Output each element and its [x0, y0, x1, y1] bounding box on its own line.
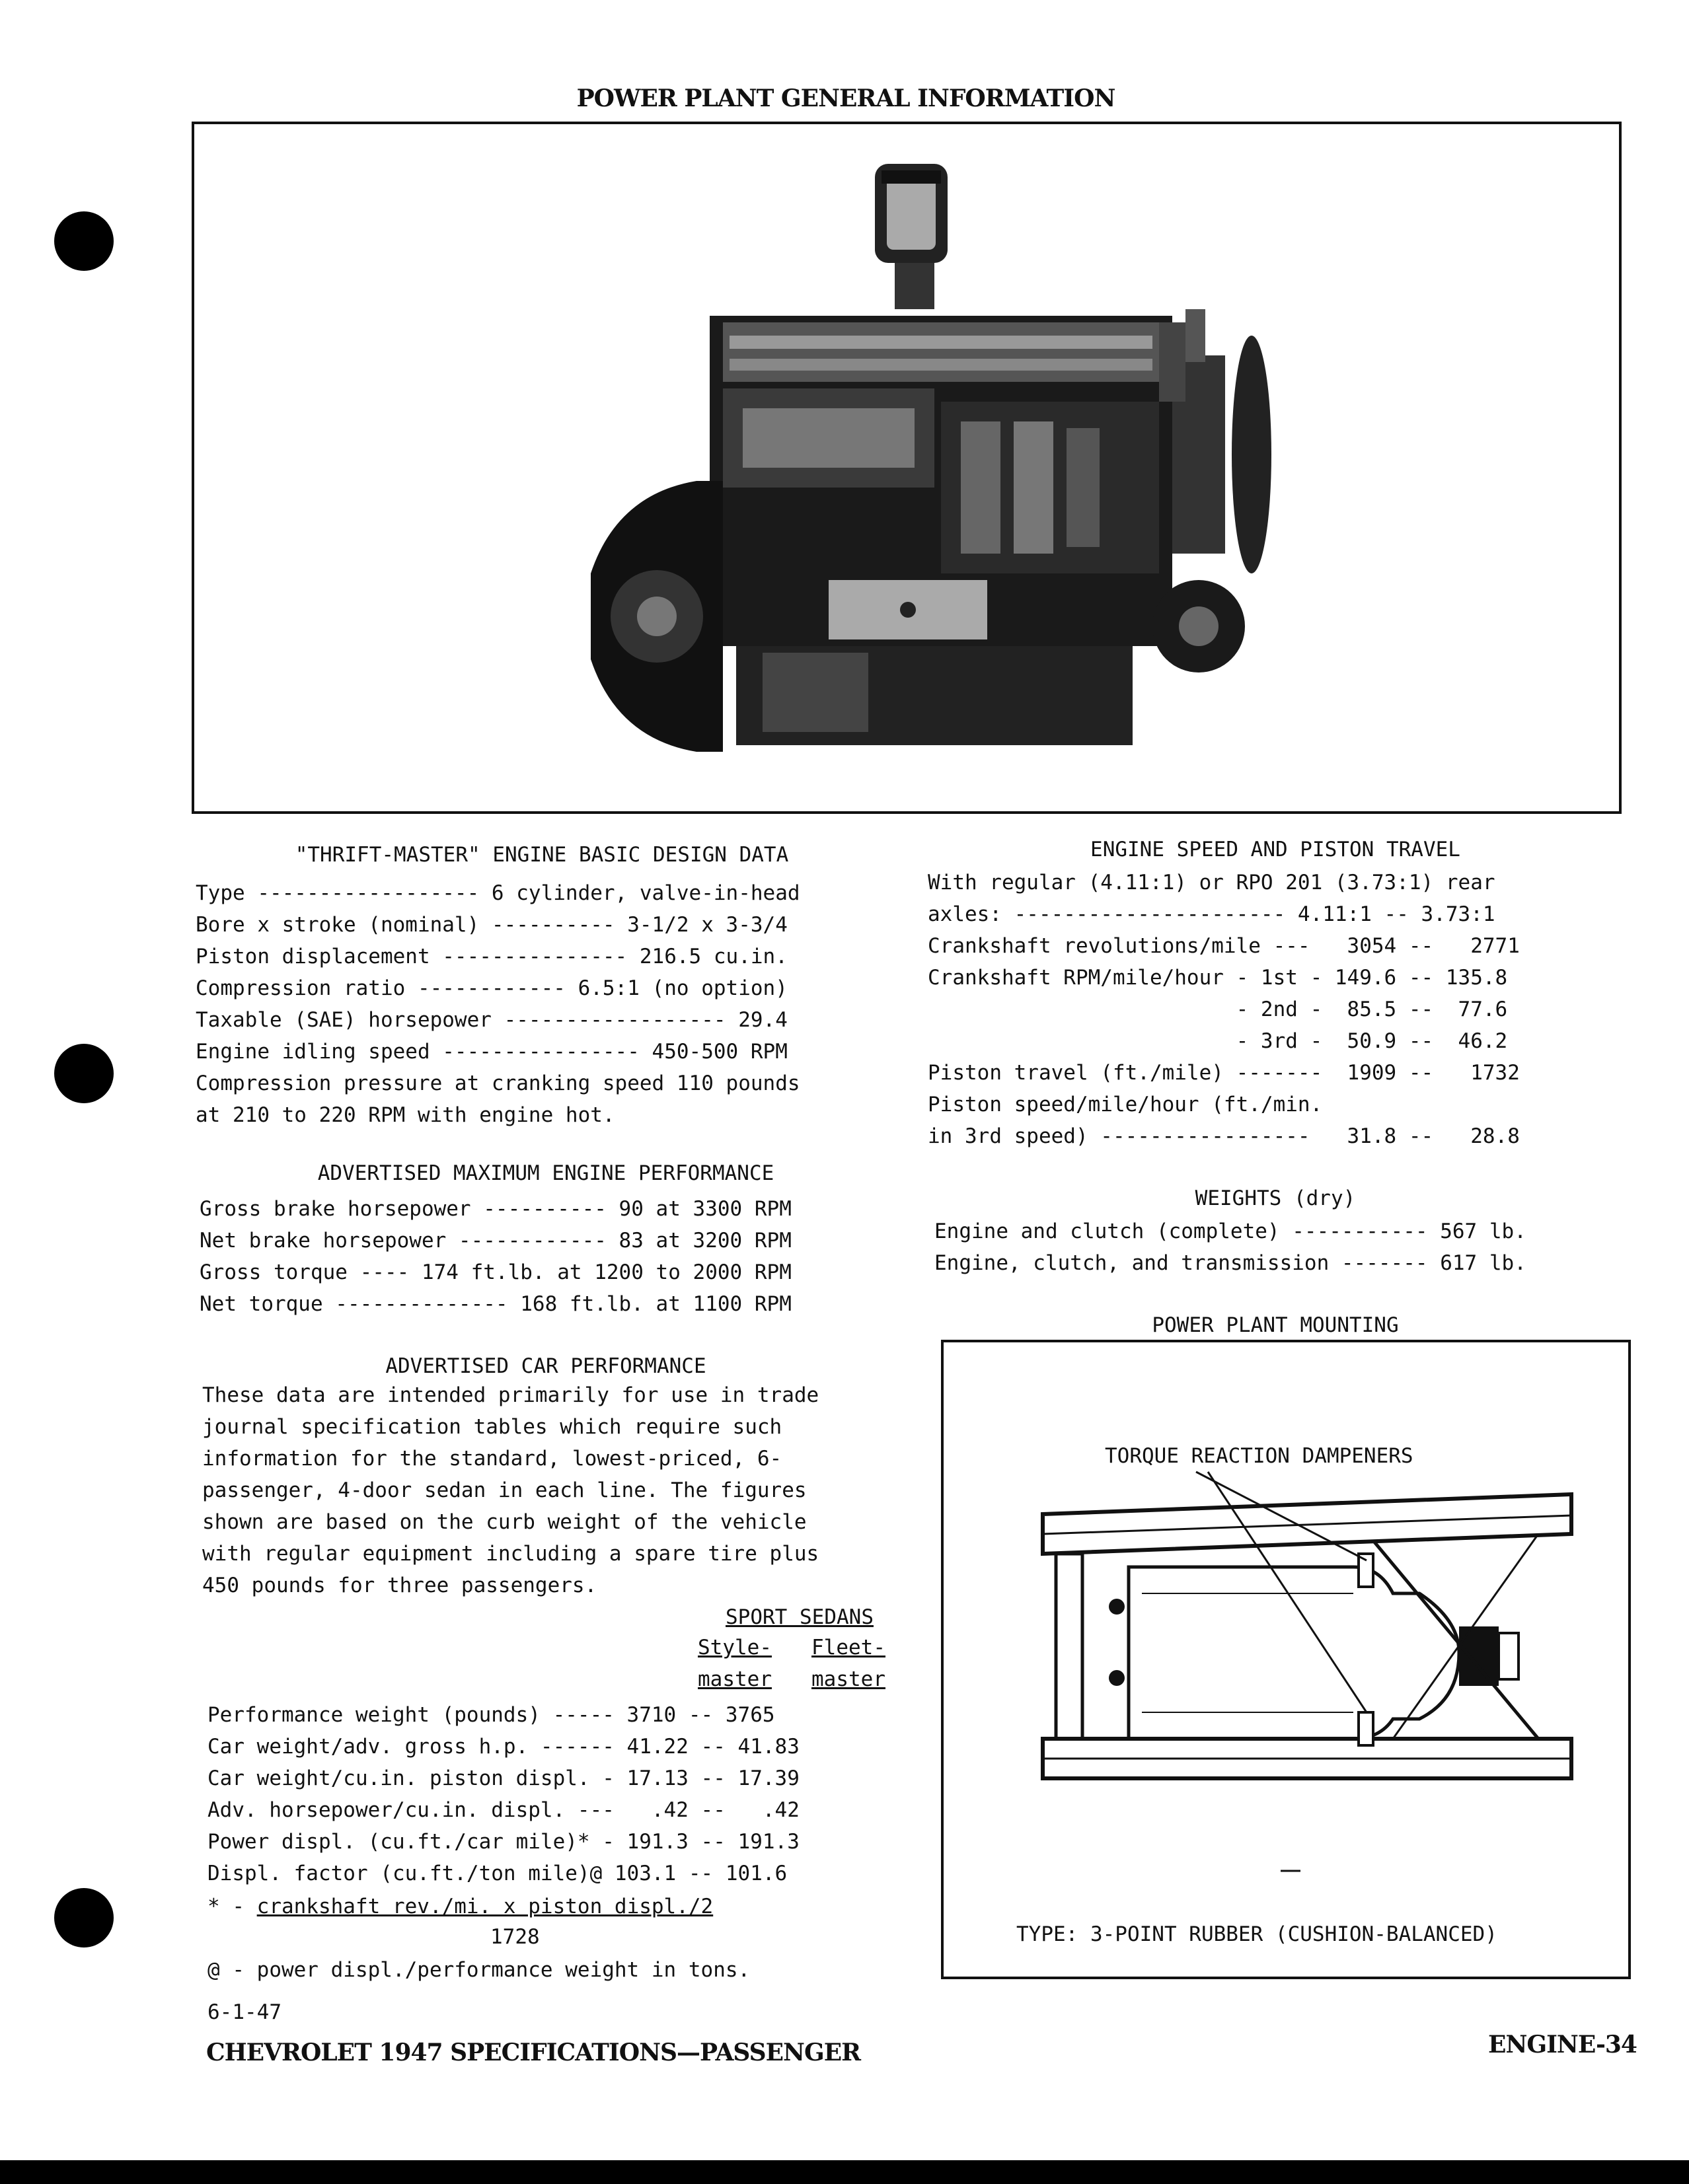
sport-sedans-header: SPORT SEDANS: [726, 1605, 874, 1629]
max-performance-line: Gross brake horsepower ---------- 90 at 3300 RPM: [200, 1197, 792, 1221]
basic-design-line: Bore x stroke (nominal) ---------- 3-1/2 x 3-3/4: [196, 913, 788, 937]
table-row: Performance weight (pounds) ----- 3710 -- 3765: [207, 1703, 775, 1727]
speed-piston-line: - 2nd - 85.5 -- 77.6: [928, 998, 1508, 1021]
basic-design-line: Type ------------------ 6 cylinder, valve-in-head: [196, 881, 800, 905]
speed-piston-line: - 3rd - 50.9 -- 46.2: [928, 1029, 1508, 1053]
paragraph-line: journal specification tables which require such: [202, 1415, 782, 1439]
speed-piston-line: With regular (4.11:1) or RPO 201 (3.73:1) rear: [928, 871, 1495, 894]
footer-right: ENGINE-34: [1488, 2031, 1637, 2058]
max-performance-heading: ADVERTISED MAXIMUM ENGINE PERFORMANCE: [317, 1161, 774, 1185]
engine-photo-icon: [194, 124, 1619, 811]
max-performance-line: Gross torque ---- 174 ft.lb. at 1200 to 2000 RPM: [200, 1260, 792, 1284]
basic-design-line: at 210 to 220 RPM with engine hot.: [196, 1103, 615, 1127]
speed-piston-line: Piston speed/mile/hour (ft./min.: [928, 1093, 1323, 1116]
weights-line: Engine, clutch, and transmission ------- 617 lb.: [934, 1251, 1526, 1275]
engine-photo-frame: [192, 122, 1622, 814]
fleetmaster-header-top: Fleet-: [811, 1636, 885, 1659]
table-row: Power displ. (cu.ft./car mile)* - 191.3 -- 191.3: [207, 1830, 800, 1854]
speed-piston-line: axles: ---------------------- 4.11:1 -- 3.73:1: [928, 902, 1495, 926]
table-row: Adv. horsepower/cu.in. displ. --- .42 -- .42: [207, 1798, 800, 1822]
footnote-marker: * -: [207, 1895, 257, 1918]
speed-piston-list: [928, 867, 1520, 1152]
footer-left: CHEVROLET 1947 SPECIFICATIONS—PASSENGER: [206, 2039, 861, 2066]
paragraph-line: These data are intended primarily for use in trade: [202, 1383, 819, 1407]
paragraph-line: information for the standard, lowest-priced, 6-: [202, 1447, 782, 1471]
weights-list: [934, 1216, 1526, 1279]
table-row: Car weight/cu.in. piston displ. - 17.13 -- 17.39: [207, 1766, 800, 1790]
car-performance-table: [207, 1699, 800, 1889]
speed-piston-line: in 3rd speed) ----------------- 31.8 -- 28.8: [928, 1124, 1520, 1148]
binder-hole-top: [54, 211, 114, 271]
basic-design-heading: "THRIFT-MASTER" ENGINE BASIC DESIGN DATA: [295, 843, 789, 867]
mounting-diagram-frame: [941, 1340, 1631, 1979]
footnote-divisor: 1728: [490, 1925, 540, 1949]
stylemaster-header-top: Style-: [698, 1636, 772, 1659]
footnote-2: @ - power displ./performance weight in tons.: [207, 1958, 751, 1982]
speed-piston-heading: ENGINE SPEED AND PISTON TRAVEL: [1090, 838, 1460, 861]
speed-piston-line: Crankshaft revolutions/mile --- 3054 -- 2771: [928, 934, 1520, 958]
scan-bottom-edge: [0, 2160, 1689, 2184]
max-performance-line: Net torque -------------- 168 ft.lb. at 1100 RPM: [200, 1292, 792, 1316]
basic-design-line: Compression ratio ------------ 6.5:1 (no option): [196, 976, 788, 1000]
torque-dampeners-label: TORQUE REACTION DAMPENERS: [1105, 1444, 1413, 1468]
fleetmaster-header-bottom: master: [811, 1667, 885, 1691]
max-performance-list: [200, 1193, 792, 1320]
max-performance-line: Net brake horsepower ------------ 83 at 3200 RPM: [200, 1229, 792, 1253]
paragraph-line: passenger, 4-door sedan in each line. The figures: [202, 1478, 807, 1502]
weights-heading: WEIGHTS (dry): [1195, 1186, 1356, 1210]
basic-design-line: Engine idling speed ---------------- 450-500 RPM: [196, 1040, 788, 1064]
revision-date: 6-1-47: [207, 2000, 282, 2024]
paragraph-line: 450 pounds for three passengers.: [202, 1574, 597, 1597]
table-row: Car weight/adv. gross h.p. ------ 41.22 -- 41.83: [207, 1735, 800, 1759]
binder-hole-middle: [54, 1044, 114, 1103]
paragraph-line: with regular equipment including a spare tire plus: [202, 1542, 819, 1566]
basic-design-line: Taxable (SAE) horsepower ------------------ 29.4: [196, 1008, 788, 1032]
footnote-1: [207, 1891, 713, 1922]
basic-design-list: [196, 877, 800, 1131]
weights-line: Engine and clutch (complete) ----------- 567 lb.: [934, 1219, 1526, 1243]
table-row: Displ. factor (cu.ft./ton mile)@ 103.1 -- 101.6: [207, 1862, 788, 1885]
mounting-type-line: TYPE: 3-POINT RUBBER (CUSHION-BALANCED): [1016, 1922, 1497, 1946]
basic-design-line: Piston displacement --------------- 216.5 cu.in.: [196, 945, 788, 968]
footnote-formula: crankshaft rev./mi. x piston displ./2: [256, 1895, 714, 1918]
speed-piston-line: Piston travel (ft./mile) ------- 1909 -- 1732: [928, 1061, 1520, 1085]
car-performance-heading: ADVERTISED CAR PERFORMANCE: [385, 1354, 706, 1378]
frame-rail-diagram-icon: [944, 1342, 1628, 1977]
basic-design-line: Compression pressure at cranking speed 110 pounds: [196, 1072, 800, 1095]
speed-piston-line: Crankshaft RPM/mile/hour - 1st - 149.6 -- 135.8: [928, 966, 1508, 990]
car-performance-paragraph: [202, 1379, 819, 1601]
paragraph-line: shown are based on the curb weight of the vehicle: [202, 1510, 807, 1534]
binder-hole-bottom: [54, 1888, 114, 1947]
mounting-heading: POWER PLANT MOUNTING: [1152, 1313, 1399, 1337]
stylemaster-header-bottom: master: [698, 1667, 772, 1691]
page-title: POWER PLANT GENERAL INFORMATION: [576, 85, 1115, 112]
